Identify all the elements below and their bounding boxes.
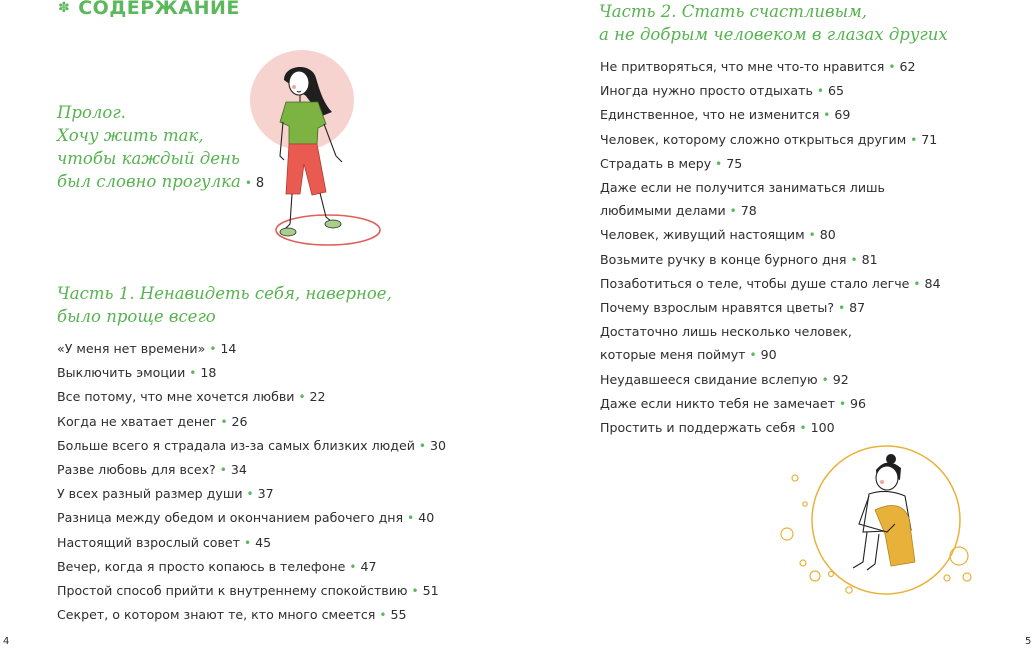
part2-title-line: Часть 2. Стать счастливым, [599,2,868,21]
toc-entry[interactable] [600,392,941,416]
bullet-dot: • [838,396,847,411]
toc-entry-title: Единственное, что не изменится [600,107,820,123]
page-number-right: 5 [1025,636,1031,647]
bullet-dot: • [888,60,896,74]
toc-entry-page-number: 71 [921,131,938,147]
toc-entry-title: «У меня нет времени» [57,341,206,356]
toc-entry[interactable] [600,199,941,223]
toc-entry[interactable] [57,434,446,458]
page-number-left: 4 [3,636,10,647]
part1-entry-list [57,337,446,627]
toc-entry-page-number: 55 [390,607,407,623]
toc-entry-title: Почему взрослым нравятся цветы? [600,300,835,316]
toc-entry[interactable] [600,248,941,272]
toc-entry[interactable] [57,458,446,482]
toc-entry-page-number: 100 [810,420,835,436]
part1-title-line: Часть 1. Ненавидеть себя, наверное, [57,284,392,303]
toc-entry[interactable] [57,579,446,603]
toc-entry[interactable] [600,296,941,320]
toc-entry-page-number: 45 [255,534,272,550]
toc-entry-title: Страдать в меру [600,155,712,171]
toc-entry[interactable] [600,55,941,79]
prologue-line: Хочу жить так, [57,126,204,145]
bullet-dot: • [220,414,228,429]
toc-entry-title: Достаточно лишь несколько человек, [600,324,852,340]
toc-entry[interactable] [600,103,941,127]
toc-entry-title: Больше всего я страдала из-за самых близких людей [57,437,415,453]
bullet-dot: • [379,608,387,623]
prologue-line: чтобы каждый день [57,149,240,168]
toc-entry-title: Все потому, что мне хочется любви [57,389,295,405]
toc-entry-page-number: 47 [360,558,377,574]
toc-entry-title: Даже если никто тебя не замечает [600,395,835,411]
part1-title-line: было проще всего [57,307,216,326]
toc-entry-page-number: 75 [726,155,743,171]
toc-entry[interactable] [57,506,446,530]
toc-entry-title: Когда не хватает денег [57,413,217,429]
toc-entry-page-number: 65 [827,83,845,99]
right-page [515,0,1030,649]
toc-entry-title: Простой способ прийти к внутреннему спокойствию [57,583,408,599]
toc-entry-page-number: 84 [924,275,941,291]
toc-entry-title: Возьмите ручку в конце бурного дня [600,251,847,267]
bullet-dot: • [244,176,252,190]
toc-entry[interactable] [57,337,446,361]
toc-entry[interactable] [600,152,941,176]
toc-entry[interactable] [57,410,446,434]
flower-star-icon: ✽ [58,0,71,16]
toc-entry-page-number: 81 [861,251,878,267]
toc-entry-page-number: 14 [220,341,237,356]
prologue-line: Пролог. [57,103,126,122]
bullet-dot: • [816,84,824,99]
toc-entry-page-number: 18 [200,365,217,381]
bullet-dot: • [729,204,737,219]
toc-entry[interactable] [57,603,446,627]
toc-entry-page-number: 51 [422,583,439,599]
toc-entry[interactable] [600,272,941,296]
toc-entry-page-number: 87 [849,300,866,316]
toc-entry[interactable] [600,320,941,343]
toc-entry[interactable] [57,482,446,506]
toc-entry-page-number: 69 [834,107,851,123]
bullet-dot: • [715,156,723,171]
toc-entry[interactable] [600,416,941,440]
prologue-title[interactable] [57,101,264,195]
toc-entry-title: Человек, живущий настоящим [600,227,805,243]
toc-entry-page-number: 62 [899,59,916,74]
toc-entry-title: Неудавшееся свидание вслепую [600,371,818,387]
prologue-page-number: 8 [255,176,265,191]
toc-entry-title: Разве любовь для всех? [57,462,216,478]
toc-entry-title: которые меня поймут [600,347,746,363]
toc-entry-page-number: 90 [760,347,777,363]
left-page [0,0,515,649]
bullet-dot: • [799,421,807,436]
bullet-dot: • [298,390,306,405]
part2-title-line: а не добрым человеком в глазах других [599,25,948,44]
toc-entry-page-number: 96 [850,395,867,411]
toc-entry-page-number: 80 [819,227,836,243]
toc-heading-text: СОДЕРЖАНИЕ [78,0,240,19]
toc-entry[interactable] [600,223,941,247]
toc-entry-title: У всех разный размер души [57,486,243,502]
toc-entry-title: Не притворяться, что мне что-то нравится [600,59,885,74]
toc-entry[interactable] [600,79,941,103]
toc-entry-page-number: 34 [230,462,247,478]
toc-entry-page-number: 92 [832,371,849,387]
toc-entry-title: Человек, которому сложно открыться другим [600,131,907,147]
toc-entry-title: любимыми делами [600,203,726,219]
bullet-dot: • [850,252,858,267]
toc-entry[interactable] [600,176,941,199]
part1-title [57,282,392,328]
bullet-dot: • [189,366,197,381]
toc-entry[interactable] [57,385,446,409]
toc-entry[interactable] [57,555,446,579]
toc-entry-page-number: 40 [418,510,435,526]
toc-entry-title: Иногда нужно просто отдыхать [600,83,813,99]
bullet-dot: • [808,228,816,243]
toc-entry-page-number: 26 [231,413,248,429]
toc-entry-title: Настоящий взрослый совет [57,534,241,550]
toc-entry-title: Выключить эмоции [57,365,186,381]
prologue-line: был словно прогулка [57,172,241,191]
bullet-dot: • [749,348,757,363]
toc-entry-title: Простить и поддержать себя [600,420,796,436]
bullet-dot: • [219,463,227,478]
part2-title [599,0,948,46]
bullet-dot: • [821,372,829,387]
toc-entry-page-number: 37 [257,486,274,502]
toc-entry-title: Позаботиться о теле, чтобы душе стало легче [600,275,910,291]
bullet-dot: • [407,511,415,526]
toc-entry[interactable] [600,128,941,152]
bullet-dot: • [910,132,918,147]
toc-entry-title: Даже если не получится заниматься лишь [600,180,885,196]
toc-entry[interactable] [57,361,446,385]
bullet-dot: • [246,487,254,502]
bullet-dot: • [913,276,921,291]
bullet-dot: • [244,535,252,550]
bullet-dot: • [349,559,357,574]
part2-entry-list [600,55,941,440]
bullet-dot: • [823,108,831,123]
bullet-dot: • [838,301,846,316]
bullet-dot: • [209,342,217,356]
toc-entry-title: Вечер, когда я просто копаюсь в телефоне [57,558,346,574]
toc-entry[interactable] [57,531,446,555]
toc-entry-title: Секрет, о котором знают те, кто много смеется [57,607,376,623]
sitting-girl-bubble-illustration [783,438,983,608]
toc-entry[interactable] [600,368,941,392]
toc-entry-page-number: 78 [740,203,757,219]
toc-entry-page-number: 22 [309,389,326,405]
bullet-dot: • [418,438,426,453]
toc-heading [58,0,240,19]
toc-entry[interactable] [600,343,941,367]
toc-entry-page-number: 30 [429,437,446,453]
toc-entry-title: Разница между обедом и окончанием рабочего дня [57,510,404,526]
bullet-dot: • [411,584,419,599]
